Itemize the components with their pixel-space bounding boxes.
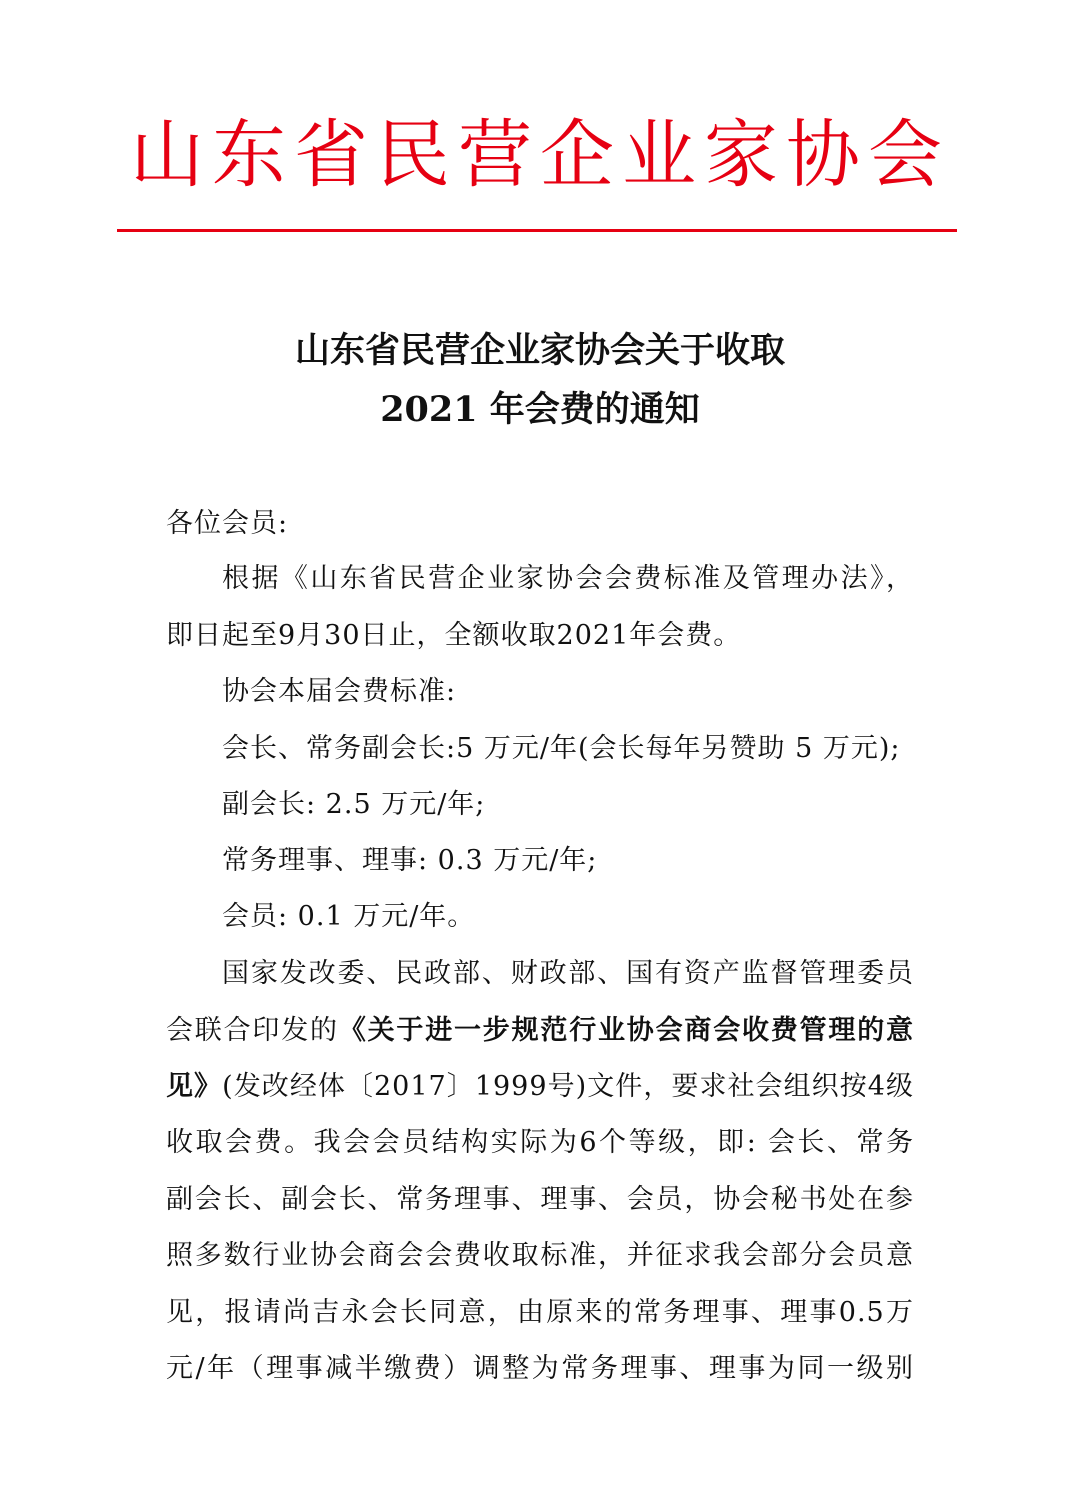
para1-line-1: 根据《山东省民营企业家协会会费标准及管理办法》， xyxy=(222,563,914,594)
document-title-line-1: 山东省民营企业家协会关于收取 xyxy=(294,330,785,371)
fee-item-president: 会长、常务副会长:5 万元/年(会长每年另赞助 5 万元); xyxy=(222,733,901,764)
salutation: 各位会员: xyxy=(166,508,289,539)
cited-document-title: 《关于进一步规范行业协会商会收费管理的意 xyxy=(338,1015,915,1046)
para2-line-5: 副会长、副会长、常务理事、理事、会员，协会秘书处在参 xyxy=(166,1184,914,1215)
fee-standards-heading: 协会本届会费标准: xyxy=(222,676,457,707)
cited-document-title-end: 见》 xyxy=(166,1071,223,1102)
para2-line-2 xyxy=(166,1017,914,1044)
para2-line-6: 照多数行业协会商会会费收取标准，并征求我会部分会员意 xyxy=(166,1240,914,1271)
para2-line-4: 收取会费。我会会员结构实际为6个等级，即: 会长、常务 xyxy=(166,1127,914,1158)
letterhead-red-rule xyxy=(117,229,957,232)
para2-line-1: 国家发改委、民政部、财政部、国有资产监督管理委员 xyxy=(222,958,914,989)
para2-line-2-text: 会联合印发的 xyxy=(166,1015,339,1046)
fee-item-director: 常务理事、理事: 0.3 万元/年; xyxy=(222,845,598,876)
para2-line-7: 见，报请尚吉永会长同意，由原来的常务理事、理事0.5万 xyxy=(166,1297,914,1328)
letterhead-title: 山东省民营企业家协会 xyxy=(130,112,950,198)
para2-line-3 xyxy=(166,1073,914,1100)
para2-line-8: 元/年（理事减半缴费）调整为常务理事、理事为同一级别 xyxy=(166,1353,914,1384)
para2-line-3-text: (发改经体〔2017〕1999号)文件，要求社会组织按4级 xyxy=(222,1071,915,1102)
para1-line-2: 即日起至9月30日止，全额收取2021年会费。 xyxy=(166,620,742,651)
fee-item-member: 会员: 0.1 万元/年。 xyxy=(222,901,476,932)
document-title-line-2: 2021 年会费的通知 xyxy=(380,389,700,430)
fee-item-vice-president: 副会长: 2.5 万元/年; xyxy=(222,789,486,820)
